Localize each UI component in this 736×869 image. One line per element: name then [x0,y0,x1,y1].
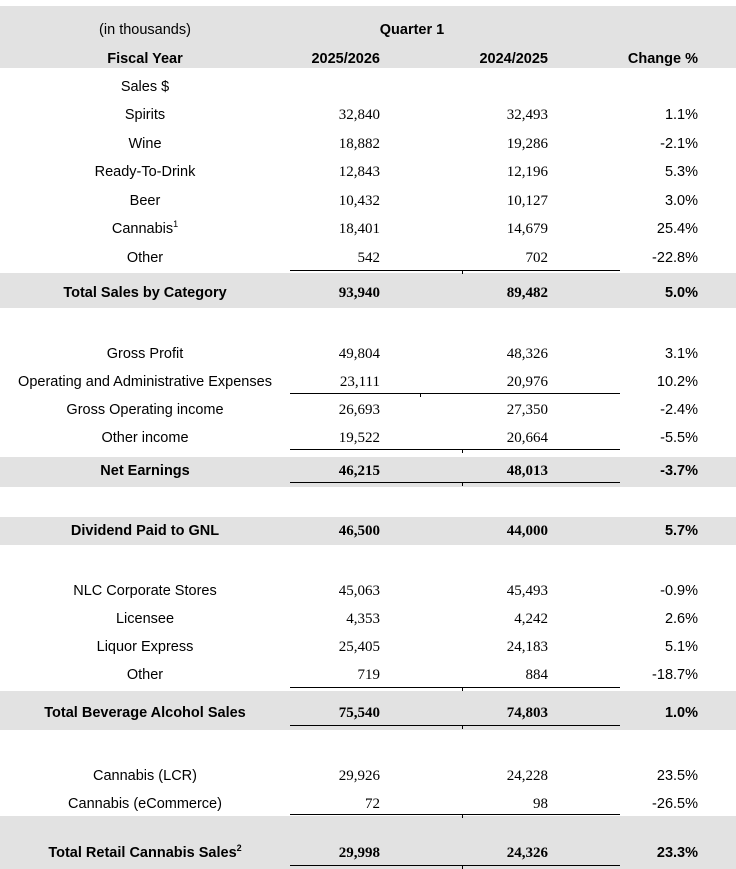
section-header-row [0,73,736,101]
value-prior: 48,013 [506,462,548,479]
value-prior: 27,350 [506,401,548,418]
value-change: 5.7% [664,523,698,539]
table-row-dividend-paid-to-gnl [0,517,736,545]
column-header-change: Change % [627,51,698,67]
value-change: 10.2% [656,374,698,390]
value-change: 1.1% [664,107,698,123]
rule-under-total-retail-cannabis [290,865,620,866]
value-current: 46,215 [338,462,380,479]
value-change: -0.9% [660,583,698,599]
value-change: 2.6% [664,611,698,627]
rule-tick [462,449,463,453]
value-prior: 884 [525,666,548,683]
value-current: 18,401 [338,220,380,237]
value-change: -5.5% [660,430,698,446]
value-change: 23.5% [656,768,698,784]
value-current: 19,522 [338,429,380,446]
value-prior: 32,493 [506,106,548,123]
value-change: 5.0% [664,285,698,301]
rule-tick [462,270,463,274]
value-prior: 98 [533,795,548,812]
value-change: -2.4% [660,402,698,418]
value-prior: 4,242 [514,610,548,627]
table-row-operating-admin-expenses [0,368,736,396]
value-prior: 48,326 [506,345,548,362]
table-row-wine [0,130,736,158]
table-row-net-earnings [0,457,736,485]
row-label: NLC Corporate Stores [73,582,217,599]
rule-tick [462,865,463,869]
row-label [0,842,290,861]
column-header-prior-year: 2024/2025 [479,51,548,67]
value-prior: 12,196 [506,163,548,180]
row-label: Gross Profit [106,345,184,362]
table-row-cannabis [0,215,736,243]
row-label: Other [126,666,164,683]
footnote-marker: 1 [173,218,179,229]
value-prior: 14,679 [506,220,548,237]
table-row-licensee [0,605,736,633]
value-current: 18,882 [338,135,380,152]
row-label: Cannabis (eCommerce) [68,795,222,812]
rule-under-other-sales [290,270,620,271]
table-row-total-beverage-alcohol-sales [0,699,736,727]
value-current: 12,843 [338,163,380,180]
value-current: 93,940 [338,284,380,301]
table-row-total-retail-cannabis-sales [0,839,736,867]
value-current: 25,405 [338,638,380,655]
row-label: Cannabis (LCR) [93,767,197,784]
rule-tick [462,725,463,729]
table-row-liquor-express [0,633,736,661]
value-current: 46,500 [338,522,380,539]
value-prior: 74,803 [506,704,548,721]
table-row-spirits [0,101,736,129]
units-label: (in thousands) [99,21,191,38]
quarter-label: Quarter 1 [379,22,445,38]
value-change: 5.3% [664,164,698,180]
row-label: Other income [101,429,189,446]
value-change: 5.1% [664,639,698,655]
table-row-other-income [0,424,736,452]
table-row-cannabis-lcr [0,762,736,790]
row-label: Ready-To-Drink [94,163,196,180]
value-current: 72 [365,795,380,812]
table-row-gross-profit [0,340,736,368]
value-current: 29,926 [338,767,380,784]
value-change: 25.4% [656,221,698,237]
table-row-ready-to-drink [0,158,736,186]
value-change: -2.1% [660,136,698,152]
value-prior: 702 [525,249,548,266]
value-current: 10,432 [338,192,380,209]
row-label [0,218,290,237]
value-current: 32,840 [338,106,380,123]
rule-under-total-beverage [290,725,620,726]
row-label: Liquor Express [96,638,194,655]
table-row-total-sales-by-category [0,279,736,307]
value-prior: 20,976 [506,373,548,390]
value-change: 23.3% [656,845,698,861]
value-current: 26,693 [338,401,380,418]
row-label: Wine [128,135,162,152]
column-header-fiscal-year: Fiscal Year [107,50,183,67]
value-change: -22.8% [652,250,698,266]
value-prior: 24,228 [506,767,548,784]
value-prior: 45,493 [506,582,548,599]
value-current: 4,353 [346,610,380,627]
value-prior: 10,127 [506,192,548,209]
row-label: Licensee [115,610,175,627]
value-change: 3.0% [664,193,698,209]
table-caption-row [0,16,736,44]
value-current: 719 [357,666,380,683]
table-row-other-sales [0,244,736,272]
row-label: Operating and Administrative Expenses [18,373,272,390]
rule-tick [420,393,421,397]
table-row-nlc-corporate-stores [0,577,736,605]
value-prior: 20,664 [506,429,548,446]
value-prior: 24,326 [506,844,548,861]
row-label: Other [126,249,164,266]
column-header-row [0,45,736,73]
row-label: Beer [129,192,161,209]
value-change: 1.0% [664,705,698,721]
footnote-marker: 2 [236,842,242,853]
value-current: 45,063 [338,582,380,599]
value-current: 49,804 [338,345,380,362]
value-prior: 19,286 [506,135,548,152]
value-current: 542 [357,249,380,266]
table-row-gross-operating-income [0,396,736,424]
row-label: Net Earnings [100,462,190,479]
row-label-text: Total Retail Cannabis Sales [48,844,237,861]
rule-under-operating-expenses [290,393,620,394]
row-label: Total Sales by Category [63,284,227,301]
row-label: Spirits [124,106,166,123]
rule-under-net-earnings [290,482,620,483]
rule-tick [462,814,463,818]
value-change: -3.7% [660,463,698,479]
table-row-beer [0,187,736,215]
rule-tick [462,687,463,691]
table-row-other-beverage [0,661,736,689]
rule-under-other-beverage [290,687,620,688]
value-prior: 89,482 [506,284,548,301]
rule-under-other-income [290,449,620,450]
rule-under-cannabis-ecommerce [290,814,620,815]
section-header-sales: Sales $ [120,78,170,95]
rule-tick [462,482,463,486]
column-header-current-year: 2025/2026 [311,51,380,67]
row-label-text: Cannabis [111,220,174,237]
row-label: Total Beverage Alcohol Sales [44,704,246,721]
row-label: Dividend Paid to GNL [70,522,220,539]
value-change: -26.5% [652,796,698,812]
value-change: 3.1% [664,346,698,362]
value-prior: 24,183 [506,638,548,655]
value-change: -18.7% [652,667,698,683]
value-current: 23,111 [339,373,380,390]
value-current: 75,540 [338,704,380,721]
row-label: Gross Operating income [66,401,224,418]
value-prior: 44,000 [506,522,548,539]
value-current: 29,998 [338,844,380,861]
